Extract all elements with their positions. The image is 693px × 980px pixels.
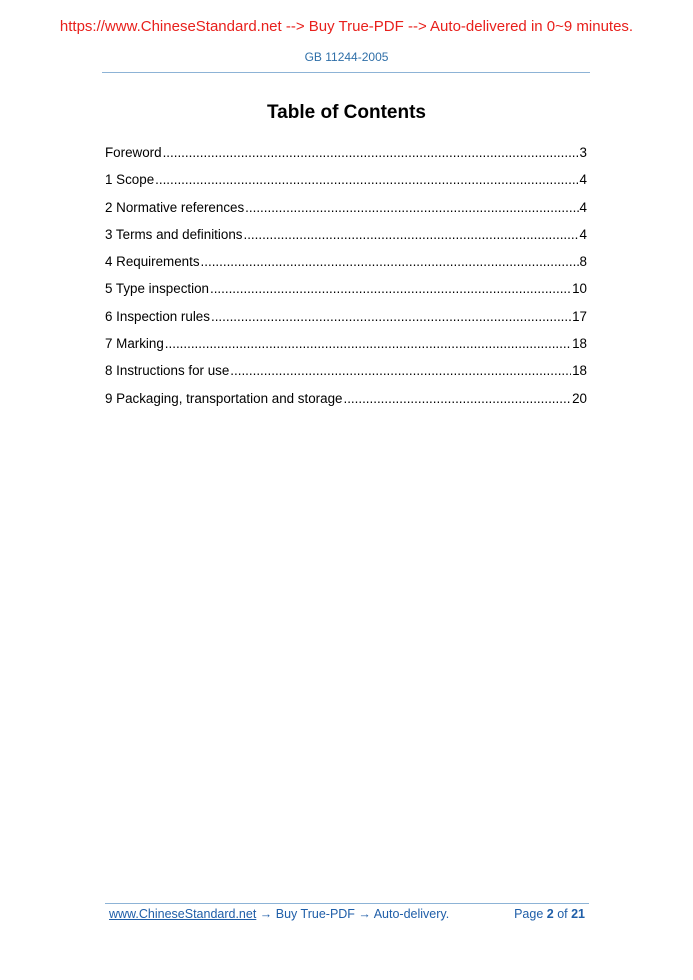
toc-dot-leader bbox=[163, 145, 579, 160]
toc-entry-page: 4 bbox=[579, 226, 587, 242]
header-divider bbox=[102, 72, 590, 73]
toc-entry-foreword[interactable] bbox=[105, 145, 587, 172]
toc-dot-leader bbox=[343, 391, 571, 406]
toc-entry-packaging-transportation-storage[interactable] bbox=[105, 391, 587, 418]
footer-promo bbox=[109, 907, 449, 921]
page-total: 21 bbox=[571, 907, 585, 921]
toc-entry-label: 5 Type inspection bbox=[105, 281, 209, 297]
toc-entry-terms-and-definitions[interactable] bbox=[105, 227, 587, 254]
toc-entry-label: 9 Packaging, transportation and storage bbox=[105, 390, 343, 406]
toc-entry-scope[interactable] bbox=[105, 172, 587, 199]
toc-dot-leader bbox=[230, 363, 571, 378]
toc-entry-page: 10 bbox=[572, 281, 587, 297]
page-of: of bbox=[553, 907, 572, 921]
footer-site-link[interactable]: www.ChineseStandard.net bbox=[109, 907, 257, 921]
page-prefix: Page bbox=[514, 907, 547, 921]
page-number bbox=[514, 907, 585, 921]
toc-dot-leader bbox=[165, 336, 571, 351]
toc-entry-requirements[interactable] bbox=[105, 254, 587, 281]
toc-entry-page: 18 bbox=[572, 363, 587, 379]
standard-code: GB 11244-2005 bbox=[304, 50, 389, 64]
toc-dot-leader bbox=[201, 254, 579, 269]
toc-entry-label: 2 Normative references bbox=[105, 199, 245, 215]
toc-entry-label: 1 Scope bbox=[105, 172, 155, 188]
toc-entry-label: 6 Inspection rules bbox=[105, 308, 210, 324]
toc-dot-leader bbox=[210, 281, 571, 296]
toc-entry-label: 8 Instructions for use bbox=[105, 363, 230, 379]
toc-dot-leader bbox=[211, 309, 571, 324]
toc-entry-inspection-rules[interactable] bbox=[105, 309, 587, 336]
toc-entry-normative-references[interactable] bbox=[105, 200, 587, 227]
toc-title: Table of Contents bbox=[266, 102, 427, 123]
toc-entry-page: 17 bbox=[572, 308, 587, 324]
toc-list bbox=[105, 145, 587, 418]
toc-entry-page: 4 bbox=[579, 199, 587, 215]
top-banner[interactable]: https://www.ChineseStandard.net --> Buy True-PDF --> Auto-delivered in 0~9 minutes. bbox=[59, 18, 634, 35]
toc-entry-label: Foreword bbox=[105, 145, 162, 160]
toc-entry-label: 3 Terms and definitions bbox=[105, 226, 243, 242]
toc-entry-page: 3 bbox=[579, 145, 587, 160]
toc-entry-instructions-for-use[interactable] bbox=[105, 363, 587, 390]
toc-entry-page: 18 bbox=[572, 336, 587, 352]
toc-entry-label: 4 Requirements bbox=[105, 254, 200, 270]
toc-entry-page: 4 bbox=[579, 172, 587, 188]
toc-dot-leader bbox=[245, 200, 578, 215]
toc-entry-page: 8 bbox=[579, 254, 587, 270]
toc-dot-leader bbox=[155, 172, 578, 187]
toc-entry-marking[interactable] bbox=[105, 336, 587, 363]
toc-entry-label: 7 Marking bbox=[105, 336, 164, 352]
page-footer bbox=[109, 907, 585, 921]
footer-divider bbox=[105, 903, 589, 904]
page-current: 2 bbox=[546, 907, 554, 921]
toc-entry-page: 20 bbox=[572, 390, 587, 406]
toc-dot-leader bbox=[243, 227, 578, 242]
toc-entry-type-inspection[interactable] bbox=[105, 281, 587, 308]
footer-promo-text: → Buy True-PDF → Auto-delivery. bbox=[256, 907, 450, 921]
